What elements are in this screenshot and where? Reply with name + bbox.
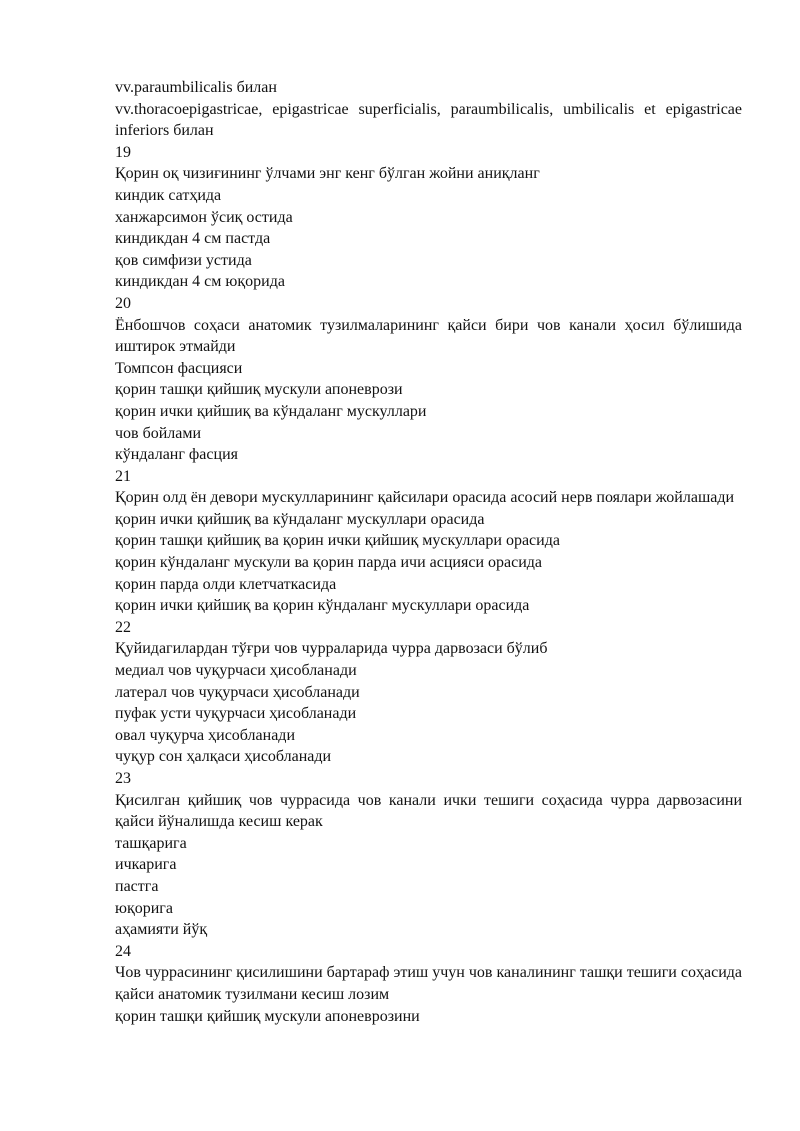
- answer-option: қорин ташқи қийшиқ мускули апоневрозини: [115, 1007, 420, 1025]
- answer-option: ханжарсимон ўсиқ остида: [115, 208, 293, 226]
- question-text: Ёнбошчов соҳаси анатомик тузилмаларининг қайси бири чов канали ҳосил бўлишида иштирок этмайди: [115, 316, 742, 356]
- answer-option: чуқур сон ҳалқаси ҳисобланади: [115, 748, 332, 766]
- question-block-24: [115, 941, 742, 1027]
- question-block-22: [115, 617, 742, 768]
- answer-option: қорин ташқи қийшиқ ва қорин ички қийшиқ мускуллари орасида: [115, 532, 560, 550]
- answer-option: киндикдан 4 см пастда: [115, 230, 271, 248]
- question-number: 24: [115, 942, 131, 960]
- answer-option: ичкарига: [115, 856, 177, 874]
- answer-option: латерал чов чуқурчаси ҳисобланади: [115, 683, 360, 701]
- answer-option: киндик сатҳида: [115, 186, 222, 204]
- question-block-23: [115, 768, 742, 941]
- question-text: Қорин оқ чизиғининг ўлчами энг кенг бўлган жойни аниқланг: [115, 165, 540, 183]
- answer-option: юқорига: [115, 899, 173, 917]
- answer-option: аҳамияти йўқ: [115, 921, 208, 939]
- question-text: Қорин олд ён девори мускулларининг қайсилари орасида асосий нерв поялари жойлашади: [115, 489, 735, 507]
- question-number: 23: [115, 770, 131, 787]
- answer-option: пуфак усти чуқурчаси ҳисобланади: [115, 705, 357, 723]
- answer-option: қов симфизи устида: [115, 251, 252, 269]
- question-number: 21: [115, 467, 131, 485]
- answer-line: vv.paraumbilicalis билан: [115, 79, 277, 96]
- question-block-21: [115, 466, 742, 617]
- answer-option: қорин ички қийшиқ ва кўндаланг мускуллари: [115, 402, 427, 420]
- question-number: 20: [115, 294, 131, 312]
- answer-option: овал чуқурча ҳисобланади: [115, 726, 295, 744]
- question-text: Чов чуррасининг қисилишини бартараф этиш учун чов каналининг ташқи тешиги соҳасида қайси анатомик тузилмани кесиш лозим: [115, 964, 742, 1003]
- answer-option: қорин ички қийшиқ ва қорин кўндаланг мускуллари орасида: [115, 597, 530, 615]
- question-block-19: [115, 142, 742, 293]
- answer-option: қорин парда олди клетчаткасида: [115, 575, 337, 593]
- answer-option: кўндаланг фасция: [115, 446, 238, 464]
- question-block-20: [115, 293, 742, 466]
- answer-paragraph: vv.thoracoepigastricae, epigastricae superficialis, paraumbilicalis, umbilicalis et epigastricae inferiors билан: [115, 100, 742, 140]
- answer-option: Томпсон фасцияси: [115, 359, 243, 377]
- answer-option: қорин ташқи қийшиқ мускули апоневрози: [115, 381, 403, 399]
- question-text: Қуйидагилардан тўғри чов чурраларида чурра дарвозаси бўлиб: [115, 640, 548, 658]
- answer-option: чов бойлами: [115, 424, 202, 442]
- question-text: Қисилган қийшиқ чов чуррасида чов канали ички тешиги соҳасида чурра дарвозасини қайси йўналишда кесиш керак: [115, 791, 742, 831]
- answer-option: пастга: [115, 877, 159, 895]
- question-number: 19: [115, 143, 131, 161]
- answer-option: қорин ички қийшиқ ва кўндаланг мускуллари орасида: [115, 510, 485, 528]
- answer-option: киндикдан 4 см юқорида: [115, 273, 285, 291]
- answer-option: медиал чов чуқурчаси ҳисобланади: [115, 662, 357, 680]
- question-number: 22: [115, 618, 131, 636]
- answer-option: қорин кўндаланг мускули ва қорин парда ичи асцияси орасида: [115, 554, 543, 572]
- answer-option: ташқарига: [115, 834, 187, 852]
